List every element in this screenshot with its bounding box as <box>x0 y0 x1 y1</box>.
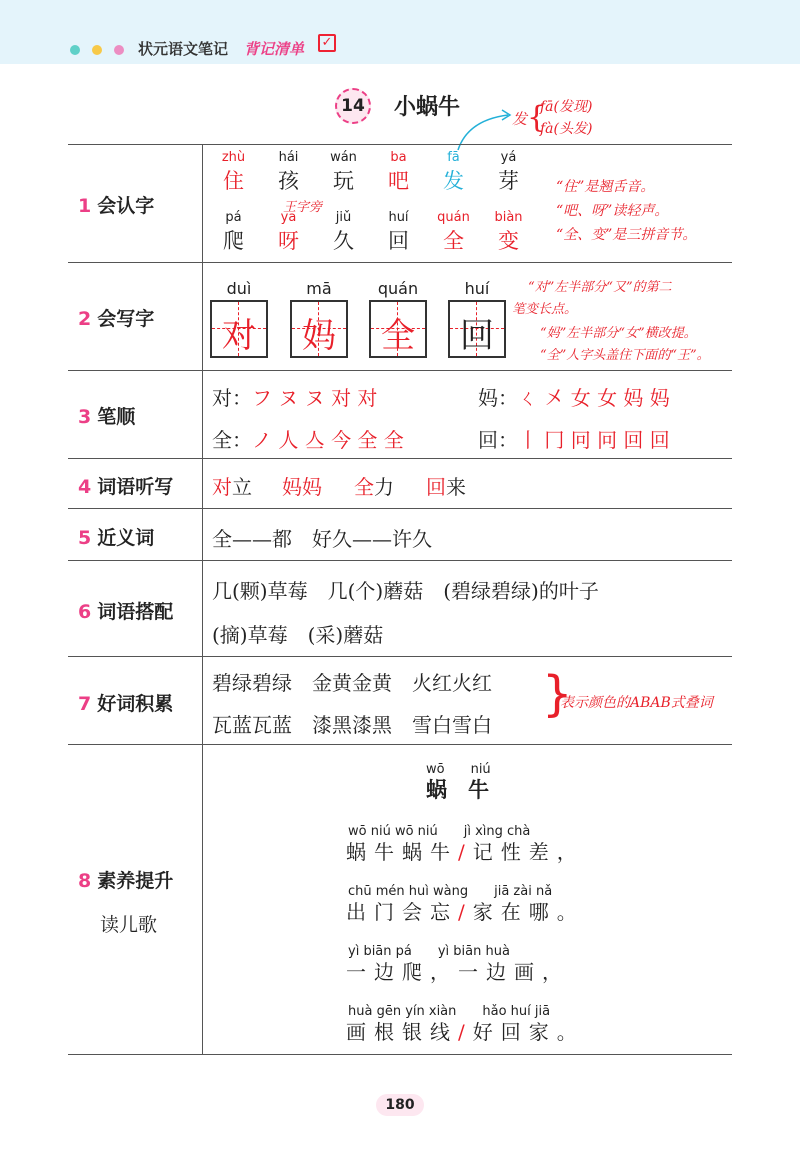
poem-line: 画根银线/好回家。 <box>346 1020 585 1044</box>
poem-line: 一边爬，一边画， <box>346 960 570 984</box>
header-dot-2 <box>92 45 102 55</box>
pause-mark: / <box>458 1020 473 1044</box>
header-dot-3 <box>114 45 124 55</box>
poem-line-pinyin: yì biān pá yì biān huà <box>348 944 510 959</box>
write-note-2: 笔变长点。 <box>512 302 578 317</box>
write-note-1: “对”左半部分“又”的第二 <box>528 280 672 295</box>
write-pinyin-2: mā <box>306 279 332 298</box>
char-item: zhù 住 <box>221 150 246 193</box>
row-divider <box>68 508 732 509</box>
row-label-8: 8 素养提升 <box>78 870 174 892</box>
recognize-line-2 <box>206 210 536 255</box>
recognize-note-3: “全、变”是三拼音节。 <box>556 227 697 243</box>
poem-title-pinyin: wō niú <box>426 762 491 777</box>
row-divider <box>68 656 732 657</box>
dictation-word-4: 回来 <box>426 475 466 499</box>
write-note-4: “全”人字头盖住下面的“王”。 <box>540 348 710 363</box>
lesson-title: 小蜗牛 <box>394 95 461 120</box>
fa-reading-2: fà(头发) <box>540 121 593 137</box>
row-label-6: 6 词语搭配 <box>78 601 174 623</box>
char-item: huí 回 <box>388 210 409 253</box>
row-sublabel-8: 读儿歌 <box>100 914 158 936</box>
writing-grid: 妈 <box>290 300 348 358</box>
header-title: 状元语文笔记 <box>138 40 229 58</box>
row-divider <box>68 458 732 459</box>
poem-line-pinyin: huà gēn yín xiàn hǎo huí jiā <box>348 1004 551 1019</box>
recognize-line-1 <box>206 150 536 195</box>
stroke-order-ma: 妈：ㄑ 㐅 女 女 妈 妈 <box>478 386 670 410</box>
dictation-word-2: 妈妈 <box>282 475 322 499</box>
row-label-4: 4 词语听写 <box>78 476 174 498</box>
writing-grid: 全 <box>369 300 427 358</box>
poem-title: 蜗 牛 <box>426 777 489 802</box>
row-label-2: 2 会写字 <box>78 308 155 330</box>
header-subtitle: 背记清单 <box>244 40 305 58</box>
good-words-line-2: 瓦蓝瓦蓝 漆黑漆黑 雪白雪白 <box>212 713 492 737</box>
char-item: quán 全 <box>437 210 470 253</box>
poem-line: 出门会忘/家在哪。 <box>346 900 585 924</box>
fa-reading-1: fā(发现) <box>540 99 593 115</box>
header-dot-1 <box>70 45 80 55</box>
pause-mark: / <box>458 900 473 924</box>
dictation-word-1: 对立 <box>212 475 252 499</box>
page-number: 180 <box>376 1094 424 1116</box>
char-item: ya 呀 <box>278 210 299 253</box>
column-divider <box>202 144 203 1054</box>
poem-line-pinyin: chū mén huì wàng jiā zài nǎ <box>348 884 553 899</box>
char-item: wán 玩 <box>330 150 357 193</box>
poem-line: 蜗牛蜗牛/记性差， <box>346 840 585 864</box>
recognize-note-1: “住”是翘舌音。 <box>556 179 655 195</box>
write-pinyin-3: quán <box>377 279 419 298</box>
brace-icon: } <box>542 666 573 722</box>
row-divider <box>68 560 732 561</box>
row-divider <box>68 370 732 371</box>
row-label-7: 7 好词积累 <box>78 693 174 715</box>
synonyms: 全——都 好久——许久 <box>212 527 432 551</box>
row-label-1: 1 会认字 <box>78 195 155 217</box>
char-item: biàn 变 <box>494 210 523 253</box>
row-label-5: 5 近义词 <box>78 527 155 549</box>
char-item: jiǔ 久 <box>333 210 354 253</box>
collocation-line-1: 几(颗)草莓 几(个)蘑菇 (碧绿碧绿)的叶子 <box>212 579 599 603</box>
good-words-note: 表示颜色的ABAB式叠词 <box>560 695 713 711</box>
writing-grid: 对 <box>210 300 268 358</box>
char-item: ba 吧 <box>388 150 409 193</box>
write-note-3: “妈”左半部分“女”横改提。 <box>540 326 697 341</box>
char-item: yá 芽 <box>498 150 519 193</box>
char-item: hái 孩 <box>278 150 299 193</box>
radical-note: 王字旁 <box>283 200 323 215</box>
pause-mark: / <box>458 840 473 864</box>
table-border-bottom <box>68 1054 732 1055</box>
row-divider <box>68 262 732 263</box>
stroke-order-quan: 全：ノ 人 亼 今 全 全 <box>212 428 404 452</box>
poem-line-pinyin: wō niú wō niú jì xìng chà <box>348 824 531 839</box>
recognize-note-2: “吧、呀”读轻声。 <box>556 203 669 219</box>
fa-note-char: 发 <box>512 110 528 128</box>
lesson-number: 14 <box>335 88 371 124</box>
row-label-3: 3 笔顺 <box>78 406 136 428</box>
check-icon: ✓ <box>318 34 336 52</box>
row-divider <box>68 744 732 745</box>
stroke-order-hui: 回：丨 冂 冋 冋 回 回 <box>478 428 670 452</box>
table-border-top <box>68 144 732 145</box>
write-pinyin-4: huí <box>464 279 490 298</box>
collocation-line-2: (摘)草莓 (采)蘑菇 <box>212 623 384 647</box>
good-words-line-1: 碧绿碧绿 金黄金黄 火红火红 <box>212 671 492 695</box>
char-item: pá 爬 <box>223 210 244 253</box>
write-pinyin-1: duì <box>226 279 252 298</box>
stroke-order-dui: 对：フ ヌ ヌ 对 对 <box>212 386 378 410</box>
writing-grid: 回 <box>448 300 506 358</box>
fa-brace-icon: { <box>527 100 547 135</box>
dictation-word-3: 全力 <box>354 475 394 499</box>
char-item: fā 发 <box>443 150 464 193</box>
